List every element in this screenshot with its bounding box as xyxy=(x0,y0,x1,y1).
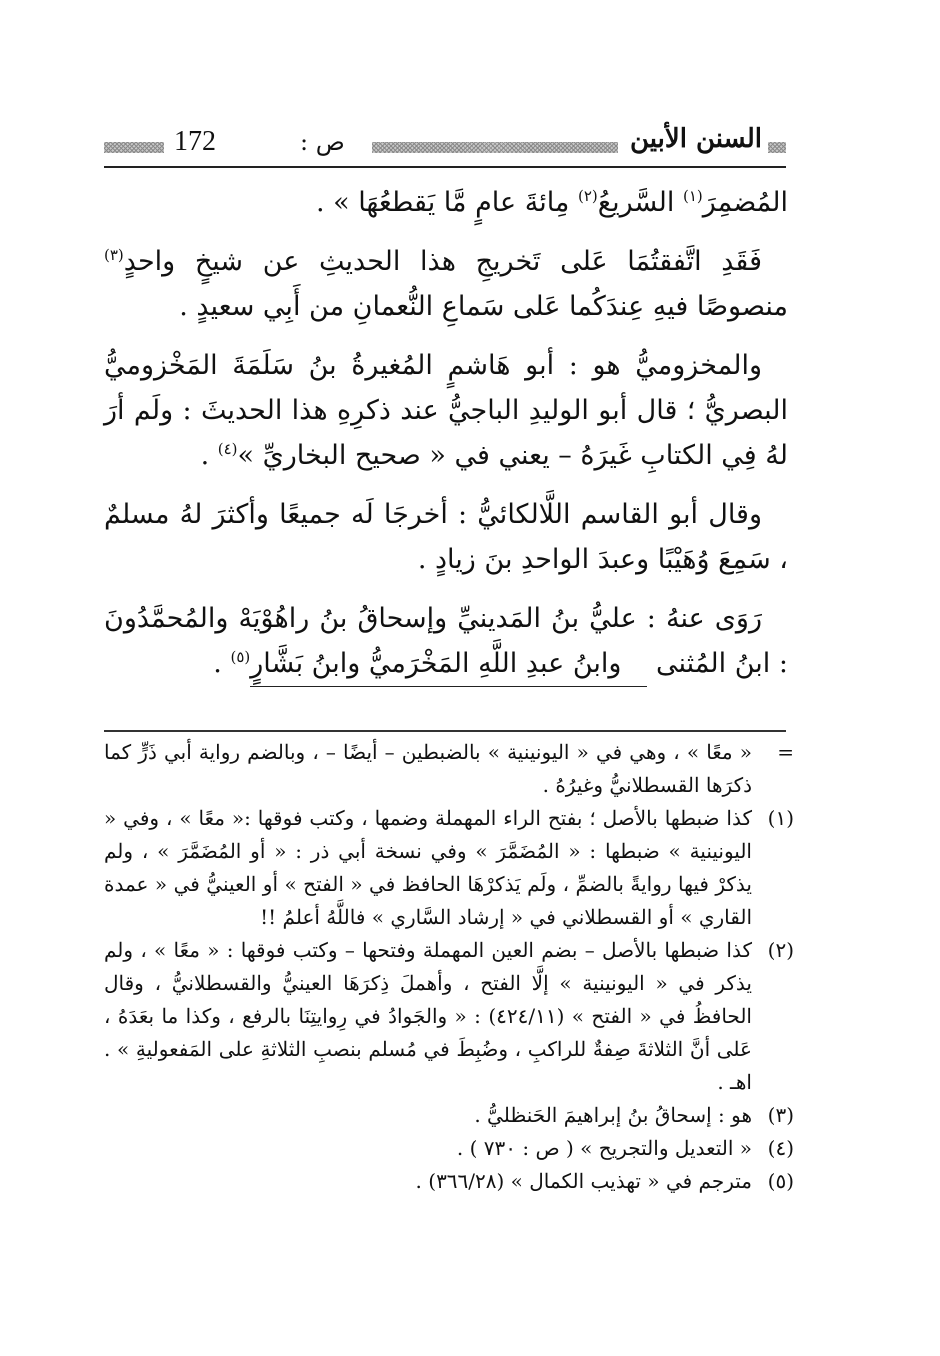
footnote-number: (١) xyxy=(767,806,794,830)
running-header xyxy=(104,122,786,162)
text-run: . xyxy=(200,440,218,471)
text-run: مِائةَ عامٍ مَّا يَقطعُهَا » . xyxy=(315,187,578,218)
footnote-ref: (٢) xyxy=(577,187,598,205)
footnote xyxy=(104,934,794,1099)
footnote-text: مترجم في « تهذيب الكمال » (٣٦٦/٢٨) . xyxy=(415,1169,752,1193)
footnote-separator xyxy=(104,730,786,732)
paragraph xyxy=(104,596,788,687)
header-ornament-right xyxy=(768,142,786,153)
footnote-text: كذا ضبطها بالأصل – بضم العين المهملة وفتحها – وكتب فوقها : « معًا » ، ولم يذكر في « اليونينية » إلَّا الفتح ، وأهملَ ذِكرَهَا العينيُّ والقسطلانيُّ ، وقال الحافظُ في « الفتح » (٤٢٤/١١) : « والجَوادُ في رِوايتِنَا بالرفع ، وكذا ما بعَدَهُ ، عَلى أنَّ الثلاثةَ صِفةٌ للراكبِ ، وضُبِطَ في مُسلم بنصبِ الثلاثةِ على المَفعوليةِ » . اهـ . xyxy=(104,938,752,1094)
underlined-text: وابنُ عبدِ اللَّهِ المَخْرَميُّ وابنُ بَشَّارٍ xyxy=(250,641,647,687)
footnote-number: = xyxy=(777,740,794,764)
header-rule xyxy=(104,166,786,168)
footnote-number: (٤) xyxy=(767,1136,794,1160)
text-run: فَقَدِ اتَّفقتُمَا عَلى تَخريجِ هذا الحديثِ عن شيخٍ واحدٍ xyxy=(123,246,762,277)
paragraph xyxy=(104,343,788,478)
footnote-number: (٣) xyxy=(767,1103,794,1127)
footnote xyxy=(104,1132,794,1165)
footnote xyxy=(104,1099,794,1132)
footnotes xyxy=(104,736,794,1198)
footnote-number: (٢) xyxy=(767,938,794,962)
page-number: 172 xyxy=(174,126,216,157)
footnote-text: « التعديل والتجريح » ( ص : ٧٣٠ ) . xyxy=(456,1136,752,1160)
footnote-ref: (٤) xyxy=(217,440,238,458)
paragraph xyxy=(104,492,788,582)
text-run: منصوصًا فيهِ عِندَكُما عَلى سَماعِ النُّعمانِ من أَبِي سعيدٍ . xyxy=(179,291,788,322)
header-ornament-left xyxy=(104,142,164,153)
main-text xyxy=(104,180,788,687)
text-run: . xyxy=(213,648,231,679)
paragraph xyxy=(104,239,788,329)
footnote xyxy=(104,1165,794,1198)
footnote-ref: (١) xyxy=(682,187,703,205)
footnote-text: « معًا » ، وهي في « اليونينية » بالضبطين – أيضًا – ، وبالضم رواية أبي ذَرٍّ كما ذكرَها القسطلانيُّ وغيرُهُ . xyxy=(104,740,752,797)
footnote-text: كذا ضبطها بالأصل ؛ بفتح الراء المهملة وضمها ، وكتب فوقها :« معًا » ، وفي « اليونينية » ضبطها : « المُضَمَّرَ » وفي نسخة أبي ذر : « أو المُضَمَّرَ » ، ولم يذكرْ فيها روايةً بالضمِّ ، ولَم يَذكرْهَا الحافظ في « الفتح » أو العينيُّ في « عمدة القاري » أو القسطلاني في « إرشاد السَّاري » فاللَّهُ أعلمُ !! xyxy=(104,806,752,929)
footnote-ref: (٥) xyxy=(230,648,251,666)
footnote-ref: (٣) xyxy=(104,246,124,264)
text-run: رَوَى عنهُ : عليُّ بنُ المَدينيِّ وإسحاقُ بنُ راهُوْيَهْ والمُحمَّدُونَ : ابنُ المُثنى xyxy=(104,603,788,679)
header-ornament-middle xyxy=(372,142,618,153)
text-run: وقال أبو القاسم اللَّالكائيُّ : أخرجَا لَه جميعًا وأكثرَ لهُ مسلمٌ ، سَمِعَ وُهَيْبًا وعبدَ الواحدِ بنَ زيادٍ . xyxy=(104,499,788,575)
text-run: السَّريعُ xyxy=(597,187,683,218)
footnote xyxy=(104,802,794,934)
footnote xyxy=(104,736,794,802)
text-run: المُضمِرَ xyxy=(702,187,788,218)
book-title: السنن الأبين xyxy=(630,124,762,154)
page-number-label: ص : xyxy=(300,128,345,156)
paragraph xyxy=(104,180,788,225)
footnote-text: هو : إسحاقُ بنُ إبراهيمَ الحَنظليُّ . xyxy=(474,1103,752,1127)
footnote-number: (٥) xyxy=(767,1169,794,1193)
text-run: والمخزوميُّ هو : أبو هَاشمٍ المُغيرةُ بنُ سَلَمَةَ المَخْزوميُّ البصريُّ ؛ قال أبو الوليدِ الباجيُّ عند ذكرِهِ هذا الحديثَ : ولَم أرَ لهُ فِي الكتابِ غَيرَهُ – يعني في « صحيح البخاريِّ » xyxy=(104,350,788,471)
